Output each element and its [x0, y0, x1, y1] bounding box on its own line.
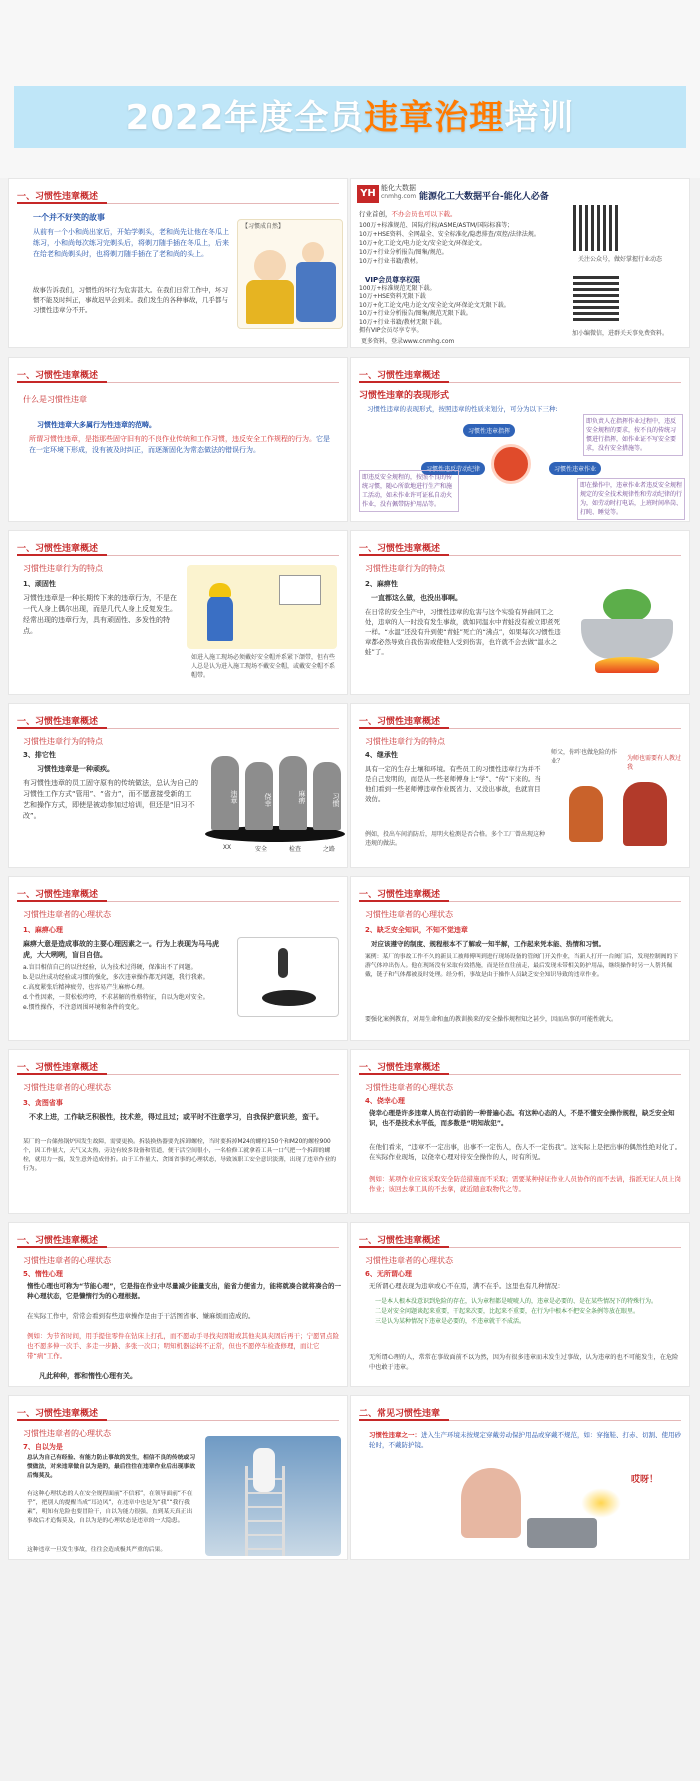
- header-underline: [359, 381, 449, 383]
- slide-header: 一、习惯性违章概述: [17, 371, 99, 381]
- tombstones-illustration: [205, 748, 345, 858]
- section-subtitle: 习惯性违章行为的特点: [23, 737, 103, 746]
- ad-feature-item: 100万+标准规范、国际/行标/ASME/ASTM/国际标准等；: [359, 222, 514, 229]
- grinder-accident-illustration: [431, 1458, 681, 1558]
- walking-person-icon: [278, 948, 288, 978]
- center-hub-icon: [491, 444, 531, 484]
- slide-header: 一、习惯性违章概述: [17, 1063, 99, 1073]
- slide-psych-indifferent: [350, 1222, 690, 1387]
- header-rule: [107, 728, 339, 729]
- psych-example: 例如：某项作业应该采取安全防范措施而不采取；需要某种持证作业人员协作的而不去请，指派无证人员上岗作业；该回去拿工具的不去拿，就近随意取物代之等。: [369, 1175, 681, 1193]
- monk-robe-icon: [246, 280, 294, 324]
- psych-list-item: 二是对安全问题谈起来重要，干起来次要，比起来不重要，在行为中根本不把安全条例等放在眼里。: [375, 1308, 640, 1315]
- title-prefix: 2022年度全员: [125, 98, 365, 138]
- psych-lead: 不求上进，工作缺乏积极性，技术差，得过且过；或平时不注意学习，自我保护意识差，蛮干。: [29, 1113, 323, 1121]
- slide-definition: [8, 357, 348, 522]
- header-rule: [449, 728, 681, 729]
- header-rule: [449, 555, 681, 556]
- psych-heading: 3、贪图省事: [23, 1099, 63, 1107]
- vip-title: VIP会员尊享权限: [365, 276, 421, 284]
- psych-list: [375, 1297, 680, 1327]
- ad-feature-item: 10万+行业分析报告/图集/规范。: [359, 249, 448, 256]
- slide-exclusive: [8, 703, 348, 868]
- slide-story: [8, 178, 348, 348]
- slide-psych-ignorance: [350, 876, 690, 1041]
- definition-line-1: 习惯性违章大多属行为性违章的范畴。: [37, 421, 156, 429]
- slide-header: 一、习惯性违章概述: [17, 1409, 99, 1419]
- psych-heading: 7、自以为是: [23, 1443, 63, 1451]
- psych-heading: 4、侥幸心理: [365, 1097, 405, 1105]
- header-underline: [17, 381, 107, 383]
- psych-text: 在实际工作中，常常会看到有些违章操作是由于干活图省事、嫌麻烦而造成的。: [27, 1312, 255, 1320]
- form-desc-operation: 即违反安全规程的，按照不良的传统习惯，随心所欲地进行生产和施工活动，如未作业许可证私自动火作业，没有佩带防护用品等。: [359, 470, 459, 512]
- worker-no-helmet-icon: [461, 1468, 521, 1538]
- trait-text: 习惯性违章是一种长期传下来的违章行为，不是在一代人身上偶尔出现，而是几代人身上反复发生。经常出现的违章行为，具有顽固性、多发性的特点。: [23, 594, 177, 635]
- violation-label: 习惯性违章之一：: [369, 1431, 421, 1439]
- ad-feature-item: 10万+化工论文/电力论文/安全论文/环保论文。: [359, 240, 486, 247]
- falling-hole-illustration: [237, 937, 339, 1017]
- title-banner: [0, 0, 700, 178]
- section-subtitle: 习惯性违章者的心理状态: [23, 1083, 111, 1092]
- standing-robe-icon: [296, 262, 336, 322]
- form-desc-command: 即负责人在指挥作业过程中，违反安全规程的要求，按不良的传统习惯进行指挥，如作业证不写安全要求，没有安全措施等。: [583, 414, 683, 456]
- psych-lead: 对应该遵守的制度、规程根本不了解或一知半解，工作起来凭本能、热情和习惯。: [371, 940, 605, 948]
- violation-text: 进入生产环境未按规定穿戴劳动保护用品或穿戴不规范，如：穿拖鞋、打赤、切割、使用砂轮时，不戴防护镜。: [369, 1431, 681, 1449]
- psych-case: 某厂的一台储热锅炉因发生故障，需要更换。拆装换热器要先拆卸螺栓，当时要拆掉M24的螺栓150个和M20的螺栓900个，因工作量大，天气又太热，旁边有较多设备和管道，便干活空间很小，一名检修工就拿着工具一口气把一个拆卸的螺栓，就用力一扳，发生意外造成骨折。由于工作量大、贪图省事的心理状态，导致该职工安全意识淡薄，出现了违章作业的行为。: [23, 1139, 337, 1172]
- slide-header: 一、习惯性违章概述: [359, 371, 441, 381]
- section-subtitle: 习惯性违章行为的特点: [23, 564, 103, 573]
- header-rule: [449, 1420, 681, 1421]
- slide-header: 一、习惯性违章概述: [17, 890, 99, 900]
- psych-case: 案例：某厂的事故工作不久的新员工被师傅叫到进行现场设备的管阀门开关作业，当新人打开一台阀门后，发现控制阀的下游气体冲出伤人。他在现场没有采取有效措施，而是径直往前走，最后发现未带相关防护用品，继续操作时另一人帮其佩戴，链子和气体都被及时处理。经分析，事故是由于操作人员缺乏安全知识导致的违章作业。: [365, 954, 679, 978]
- label-operation: 习惯性违章作业: [549, 462, 601, 475]
- slide-header: 一、习惯性违章概述: [359, 717, 441, 727]
- title-suffix: 培训: [504, 98, 575, 138]
- section-subtitle: 习惯性违章行为的特点: [365, 737, 445, 746]
- header-underline: [359, 727, 449, 729]
- road-label-1: 安全: [254, 846, 267, 853]
- speech-bubble-master: 为师也需要有人教过我: [627, 755, 682, 771]
- ad-feature-item: 10万+行业书籍/教材。: [359, 258, 422, 265]
- exclamation-text: 哎呀！: [631, 1475, 659, 1485]
- ad-panel: [350, 178, 690, 348]
- tombstone-2: 麻痹: [279, 756, 307, 830]
- psych-heading: 2、缺乏安全知识，不知不觉违章: [365, 926, 468, 934]
- story-moral: 故事告诉我们，习惯性的坏行为危害甚大。在我们日常工作中，坏习惯不能及时纠正，事故迟早会到来。我们发生的各种事故，几乎都与习惯性违章分不开。: [33, 286, 228, 314]
- story-title: 一个并不好笑的故事: [33, 213, 105, 222]
- platform-name: 能源化工大数据平台-能化人必备: [419, 192, 549, 202]
- header-underline: [17, 202, 107, 204]
- story-text: 从前有一个小和尚出家后，开始学剃头，老和尚先让他在冬瓜上练习，小和尚每次练习完剃头后，将剃刀随手插在冬瓜上，后来在给老和尚剃头时，也将剃刀随手插在了老和尚的头上。: [33, 228, 229, 258]
- vip-feature-item: 10万+行业分析报告/图集/规范无限下载。: [359, 310, 472, 318]
- header-rule: [107, 1247, 339, 1248]
- qr-caption-2: 加小编微信，进群关天事免费资料。: [571, 330, 668, 337]
- tombstone-0: 违章: [211, 756, 239, 830]
- psych-heading: 5、惰性心理: [23, 1270, 63, 1278]
- grinder-machine-icon: [527, 1518, 597, 1548]
- header-underline: [359, 1419, 449, 1421]
- slide-psych-selfright: [8, 1395, 348, 1560]
- section-subtitle: 习惯性违章者的心理状态: [365, 1256, 453, 1265]
- logo-icon: YH: [357, 185, 379, 203]
- psych-conclusion: 凡此种种，都和惰性心理有关。: [39, 1372, 137, 1380]
- tombstone-3: 习惯: [313, 762, 341, 830]
- psych-list-item: b.是以往成功经验或习惯的强化，多次违章操作都无问题，我行我素。: [23, 974, 209, 981]
- ad-feature-list: [359, 221, 549, 266]
- psych-lead: 无所谓心理表现为违章或心不在焉，满不在乎。这里也有几种情况：: [369, 1282, 564, 1290]
- psych-list-item: 一是本人根本没意识到危险的存在，认为章程都是唬唬人的，违章是必要的、是在某些情况下的特殊行为。: [375, 1298, 658, 1305]
- slide-psych-lazy: [8, 1222, 348, 1387]
- psych-list-item: 三是认为某种情况下违章是必要的，不违章就干不成活。: [375, 1318, 526, 1325]
- title-highlight: 违章治理: [364, 98, 505, 138]
- trait-text: 有习惯性违章的员工固守原有的传统做法，总认为自己的习惯性工作方式“管用”、“省力”，而不愿意接受新的工艺和操作方式，即使是被动参加过培训，但还是“旧习不改”。: [23, 779, 198, 820]
- psych-text: 在他们看来，“违章不一定出事，出事不一定伤人，伤人不一定伤我”。这实际上是把出事的偶然性绝对化了。在实际作业现场，以侥幸心理对待安全操作的人，时有所见。: [369, 1143, 682, 1161]
- manhole-icon: [262, 990, 316, 1006]
- trait-heading: 1、顽固性: [23, 580, 56, 588]
- header-rule: [107, 203, 339, 204]
- slide-inheritance: [350, 703, 690, 868]
- psych-lead: 麻痹大意是造成事故的主要心理因素之一。行为上表现为马马虎虎，大大咧咧，盲目自信。: [23, 940, 219, 959]
- header-rule: [449, 1247, 681, 1248]
- slide-forms: [350, 357, 690, 522]
- qr-caption-1: 关注公众号，做好掌握行业动态: [577, 256, 662, 263]
- qr-code-wechat-icon: [573, 205, 619, 251]
- psych-lead: 侥幸心理是许多违章人员在行动前的一种普遍心态。有这种心态的人，不是不懂安全操作规程，缺乏安全知识，也不是技术水平低，而多数是“明知故犯”。: [369, 1109, 675, 1127]
- header-underline: [359, 554, 449, 556]
- master-apprentice-illustration: [549, 746, 687, 856]
- logo-url[interactable]: cnmhg.com: [381, 193, 417, 200]
- road-label-3: 之路: [322, 846, 335, 853]
- trait-text: 具有一定的生存土壤和环境。有些员工的习惯性违章行为并不是自己发明的，而是从一些老师傅身上“学”、“传”下来的。当他们看到一些老师傅违章作业既省力、又没出事故，也就盲目效仿。: [365, 765, 541, 803]
- header-underline: [17, 727, 107, 729]
- psych-list-item: e.惯性操作，不注意周围环境和条件的变化。: [23, 1004, 143, 1011]
- frog-in-pot-illustration: [573, 581, 683, 676]
- slide-psych-luck: [350, 1049, 690, 1214]
- trait-text: 在日常的安全生产中，习惯性违章的危害与这个实验有异曲同工之处，违章的人一时没有发生事故，就如同温水中青蛙没有被立即煮死一样。“水温”还没有升到使“青蛙”死亡的“沸点”，如果每次习惯性违章都必然导致自我伤害或使他人受到伤害，也许就不会去做“温水之蛙”了。: [365, 608, 561, 656]
- psych-conclusion: 这种违章一旦发生事故，往往会造成极其严重的后果。: [27, 1547, 167, 1553]
- psych-heading: 6、无所谓心理: [365, 1270, 412, 1278]
- monk-shaving-illustration: [237, 219, 343, 329]
- slide-numbness: [350, 530, 690, 695]
- slide-common-violations: [350, 1395, 690, 1560]
- ad-feature-item: 10万+HSE资料、全网最全、安全标准化/隐患排查/双控/法律法规。: [359, 231, 540, 238]
- slide-header: 一、习惯性违章概述: [17, 1236, 99, 1246]
- slide-psych-easy: [8, 1049, 348, 1214]
- header-rule: [107, 1420, 339, 1421]
- trait-lead: 习惯性违章是一种顽疾。: [37, 765, 114, 773]
- psych-list: [23, 963, 233, 1013]
- header-underline: [17, 554, 107, 556]
- ad-footer-link[interactable]: 更多资料，登录www.cnmhg.com: [361, 338, 455, 345]
- header-underline: [17, 900, 107, 902]
- psych-lead: 惰性心理也可称为“节能心理”，它是指在作业中尽量减少能量支出，能省力便省力，能将就凑合就将凑合的一种心理状态，它是懒惰行为的心理根据。: [27, 1282, 342, 1300]
- header-rule: [107, 1074, 339, 1075]
- header-rule: [107, 382, 339, 383]
- pot-icon: [581, 619, 673, 659]
- psych-list-item: a.盲目相信自己的以往经验，认为技术过得硬，保准出不了问题。: [23, 964, 197, 971]
- slide-header: 一、习惯性违章概述: [17, 544, 99, 554]
- section-subtitle: 习惯性违章者的心理状态: [365, 910, 453, 919]
- header-underline: [17, 1419, 107, 1421]
- slide-header: 一、习惯性违章概述: [359, 544, 441, 554]
- header-rule: [107, 555, 339, 556]
- page-title: [0, 90, 700, 139]
- warning-sign-icon: [279, 575, 321, 605]
- slide-header: 一、习惯性违章概述: [17, 192, 99, 202]
- qr-code-editor-icon: [573, 275, 619, 321]
- header-underline: [359, 1246, 449, 1248]
- header-rule: [107, 901, 339, 902]
- logo-text: 能化大数据: [381, 184, 416, 192]
- definition-line-3: 它是在一定环境下形成，没有被及时纠正，而逐渐固化为常态做法的错误行为。: [29, 435, 330, 454]
- section-subtitle: 习惯性违章行为的特点: [365, 564, 445, 573]
- fire-icon: [595, 657, 659, 673]
- header-underline: [17, 1246, 107, 1248]
- master-icon: [623, 782, 667, 846]
- trait-heading: 2、麻痹性: [365, 580, 398, 588]
- header-underline: [17, 1073, 107, 1075]
- speech-bubble-apprentice: 师父，你咋也做危险的作业？: [551, 749, 618, 765]
- label-discipline: 习惯性违反劳动纪律: [421, 462, 485, 475]
- frog-icon: [603, 589, 651, 623]
- psych-list-item: c.高度紧张后精神疲劳，也容易产生麻痹心理。: [23, 984, 149, 991]
- psych-list-item: d.个性因素，一贯松松垮垮，不求甚解的性格特征，自以为绝对安全。: [23, 994, 209, 1001]
- trait-heading: 4、继承性: [365, 751, 398, 759]
- trait-example: 例如，投出车间消防后，用明火检测是否合格。多个工厂曾出现这种违规的做法。: [365, 831, 546, 847]
- psych-text: 无所谓心理的人，常常在事故面前不以为然，因为有很多违章而未发生过事故，认为违章的也不可能发生，在危险中也敢于违章。: [369, 1354, 679, 1371]
- road-label-2: 检查: [288, 846, 301, 853]
- vip-feature-item: 拥有VIP会员尽享专享。: [359, 327, 423, 335]
- label-command: 习惯性违章指挥: [463, 424, 515, 437]
- slide-header: 一、习惯性违章概述: [359, 1063, 441, 1073]
- standing-monk-icon: [302, 242, 324, 264]
- definition-line-2: 所谓习惯性违章，是指那些固守旧有的不良作业传统和工作习惯，违反安全工作规程的行为。: [29, 435, 316, 443]
- psych-example: 例如：为节省时间，用手提住零件在钻床上打孔，而不愿动手寻找夹固钳或其他夹具夹固后再干；宁愿冒点险也不愿多伸一次手、多走一步路、多张一次口；明知机器运转不正常，但也不愿停车检查修理，而让它带“病”工作。: [27, 1332, 339, 1360]
- vip-feature-item: 100万+标准规范无限下载。: [359, 285, 436, 292]
- psych-text: 有这种心理状态的人在安全规程面前“不信邪”，在领导面前“不在乎”，把别人的提醒当成“耳边风”，在违章中也是为“我”“我行我素”，明知有危险也要冒险干，自以为能力很强，直到某天真正出事故后才追悔莫及，自以为是的心理状态是违章的一大隐患。: [27, 1491, 193, 1524]
- slide-header: 一、习惯性违章概述: [17, 717, 99, 727]
- sparks-icon: [581, 1488, 621, 1518]
- worker-icon: [207, 595, 233, 641]
- forms-title: 习惯性违章的表现形式: [359, 391, 450, 401]
- picture-caption: 【习惯成自然】: [242, 223, 285, 230]
- header-rule: [449, 1074, 681, 1075]
- header-underline: [359, 900, 449, 902]
- apprentice-icon: [569, 786, 603, 842]
- vip-feature-item: 10万+行业书籍/教材无限下载。: [359, 318, 446, 326]
- trait-quote: 一直都这么做，也没出事啊。: [371, 594, 462, 602]
- section-subtitle: 什么是习惯性违章: [23, 395, 87, 404]
- header-rule: [449, 382, 681, 383]
- slide-header: 一、习惯性违章概述: [359, 1236, 441, 1246]
- section-subtitle: 习惯性违章者的心理状态: [365, 1083, 453, 1092]
- construction-site-illustration: [187, 565, 337, 649]
- slide-psych-numbness: [8, 876, 348, 1041]
- psych-conclusion: 要强化案例教育，对用生命和血的教训换来的安全操作规程知之甚少，因而出事的可能性就大。: [365, 1016, 618, 1023]
- tombstone-1: 侥幸: [245, 762, 273, 830]
- form-desc-discipline: 即在操作中，违章作业者违反安全规程规定的安全技术规律性和劳动纪律的行为，如劳动时打电话，上班时间串岗、打盹、睡觉等。: [577, 478, 685, 520]
- header-underline: [359, 1073, 449, 1075]
- ad-subtitle-highlight: 不办会员也可以下载。: [391, 210, 457, 218]
- seated-monk-icon: [254, 250, 286, 282]
- slide-header: 一、习惯性违章概述: [359, 890, 441, 900]
- ladder-worker-photo: [205, 1436, 341, 1556]
- forms-intro: 习惯性违章的表现形式，按照违章的性质来划分，可分为以下三种:: [367, 405, 558, 413]
- slide-stubborn: [8, 530, 348, 695]
- header-rule: [449, 901, 681, 902]
- climbing-worker-icon: [253, 1448, 275, 1492]
- vip-feature-item: 10万+化工论文/电力论文/安全论文/环保论文无限下载。: [359, 301, 510, 309]
- helmet-icon: [209, 583, 231, 597]
- ad-subtitle: 行业首创，: [359, 210, 392, 218]
- vip-feature-list: [359, 285, 549, 335]
- trait-heading: 3、排它性: [23, 751, 56, 759]
- vip-feature-item: 10万+HSE资料无限下载: [359, 293, 426, 301]
- picture-caption: 如进入施工现场必须戴好安全帽并系紧下颌带，但有些人总是认为进入施工现场不戴安全帽，或戴安全帽不系帽带。: [191, 654, 336, 679]
- section-subtitle: 习惯性违章者的心理状态: [23, 1429, 111, 1438]
- road-label-0: XX: [222, 844, 232, 851]
- psych-heading: 1、麻痹心理: [23, 926, 63, 934]
- slide-header: 二、常见习惯性违章: [359, 1409, 441, 1419]
- section-subtitle: 习惯性违章者的心理状态: [23, 910, 111, 919]
- section-subtitle: 习惯性违章者的心理状态: [23, 1256, 111, 1265]
- psych-lead: 总认为自己有经验、有能力防止事故的发生，相信不良的传统或习惯做法，对来违章做自以为是的，最后往往在违章作业后出现事故后悔莫及。: [27, 1455, 196, 1479]
